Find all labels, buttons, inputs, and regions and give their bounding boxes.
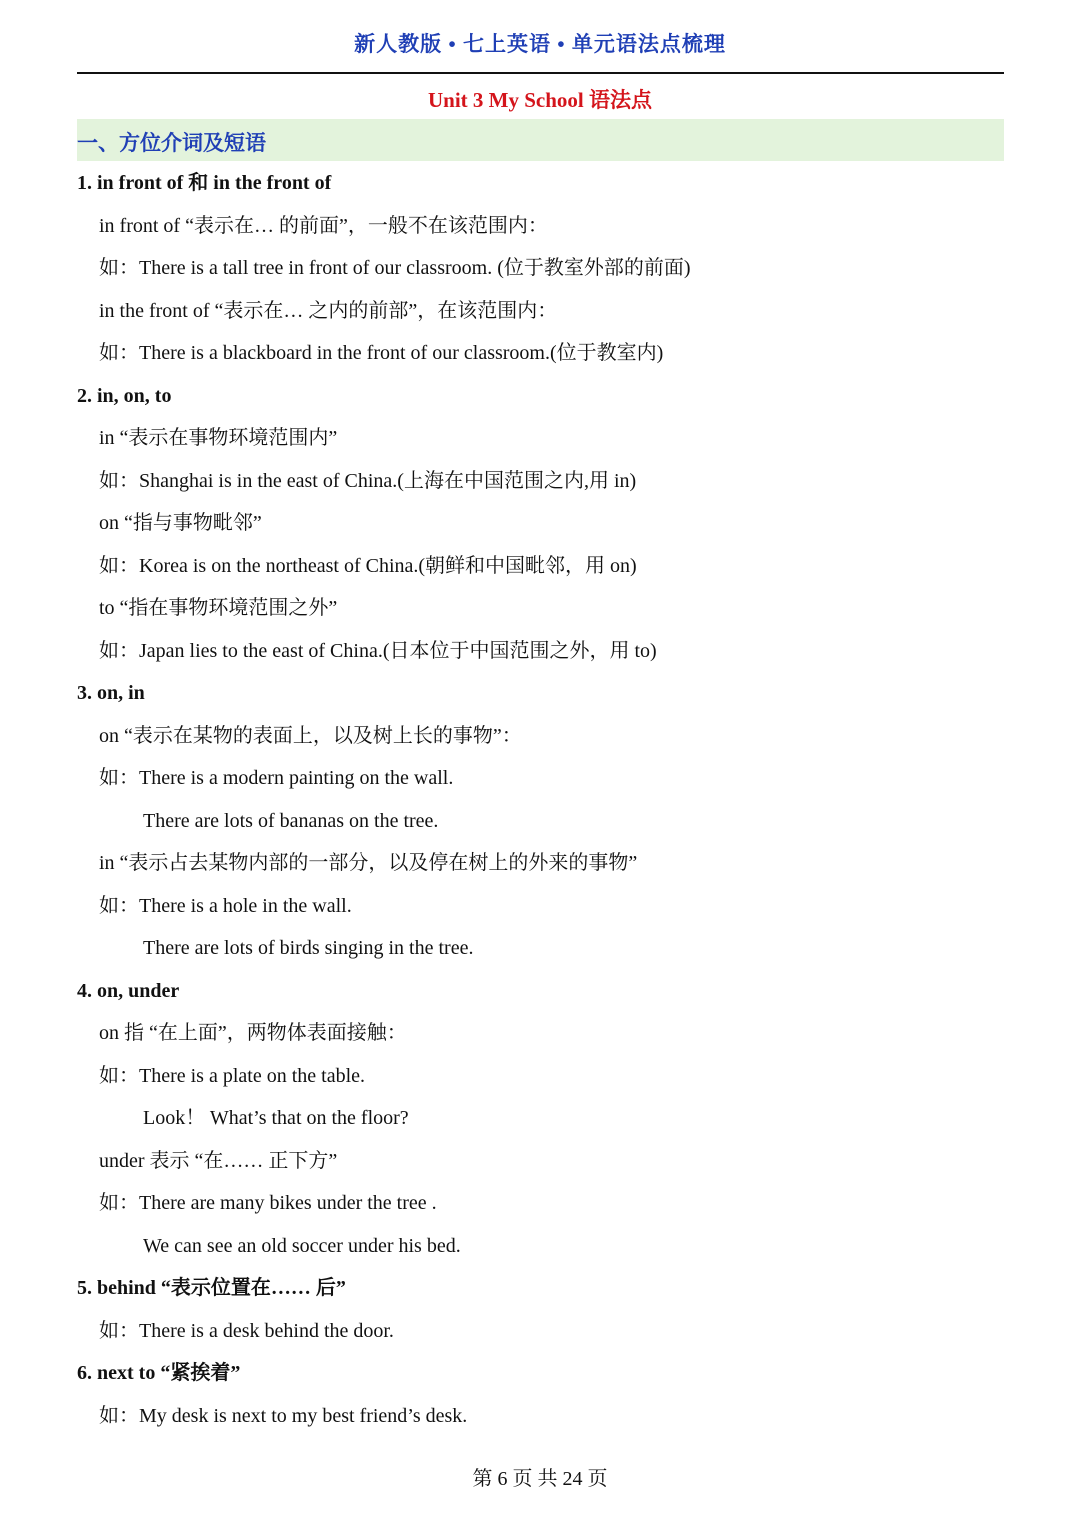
- example-line: 如：There is a hole in the wall.: [99, 894, 352, 917]
- unit-title: Unit 3 My School 语法点: [427, 88, 652, 112]
- text-line: in “表示占去某物内部的一部分，以及停在树上的外来的事物”: [99, 852, 638, 874]
- text-line: in “表示在事物环境范围内”: [99, 427, 338, 449]
- example-continuation: Look！ What’s that on the floor?: [143, 1107, 409, 1129]
- text-line: to “指在事物环境范围之外”: [99, 597, 338, 619]
- example-line: 如：There is a plate on the table.: [99, 1064, 366, 1087]
- item-heading: 5. behind “表示位置在…… 后”: [77, 1277, 346, 1299]
- header-divider: [77, 72, 1004, 74]
- example-line: 如：There is a desk behind the door.: [99, 1319, 394, 1342]
- content-body: [0, 162, 1080, 1437]
- example-line: 如：There is a tall tree in front of our classroom. (位于教室外部的前面): [99, 257, 691, 279]
- item-heading: 3. on, in: [77, 682, 145, 704]
- example-line: 如：Korea is on the northeast of China.(朝鲜和中国毗邻，用 on): [99, 554, 637, 577]
- example-line: 如：There is a blackboard in the front of our classroom.(位于教室内): [99, 342, 664, 364]
- section-title: 一、方位介词及短语: [77, 131, 266, 155]
- example-continuation: We can see an old soccer under his bed.: [143, 1234, 461, 1257]
- text-line: in front of “表示在… 的前面”，一般不在该范围内：: [99, 214, 548, 237]
- example-continuation: There are lots of birds singing in the tree.: [143, 937, 474, 959]
- item-heading: 2. in, on, to: [77, 384, 172, 407]
- text-line: on 指 “在上面”，两物体表面接触：: [99, 1022, 407, 1044]
- text-line: on “表示在某物的表面上，以及树上长的事物”：: [99, 724, 522, 747]
- item-heading: 1. in front of 和 in the front of: [77, 172, 332, 194]
- example-continuation: There are lots of bananas on the tree.: [143, 809, 439, 832]
- item-heading: 4. on, under: [77, 979, 180, 1002]
- example-line: 如：Japan lies to the east of China.(日本位于中国范围之外，用 to): [99, 639, 657, 662]
- example-line: 如：There is a modern painting on the wall.: [99, 767, 454, 789]
- text-line: on “指与事物毗邻”: [99, 512, 262, 534]
- page-number: 第 6 页 共 24 页: [472, 1468, 608, 1490]
- example-line: 如：There are many bikes under the tree .: [99, 1192, 437, 1214]
- example-line: 如：Shanghai is in the east of China.(上海在中国范围之内,用 in): [99, 469, 637, 492]
- text-line: in the front of “表示在… 之内的前部”，在该范围内：: [99, 299, 558, 322]
- text-line: under 表示 “在…… 正下方”: [99, 1149, 338, 1172]
- item-heading: 6. next to “紧挨着”: [77, 1362, 241, 1384]
- page-header-title: 新人教版 • 七上英语 • 单元语法点梳理: [354, 32, 726, 56]
- example-line: 如：My desk is next to my best friend’s desk.: [99, 1404, 468, 1427]
